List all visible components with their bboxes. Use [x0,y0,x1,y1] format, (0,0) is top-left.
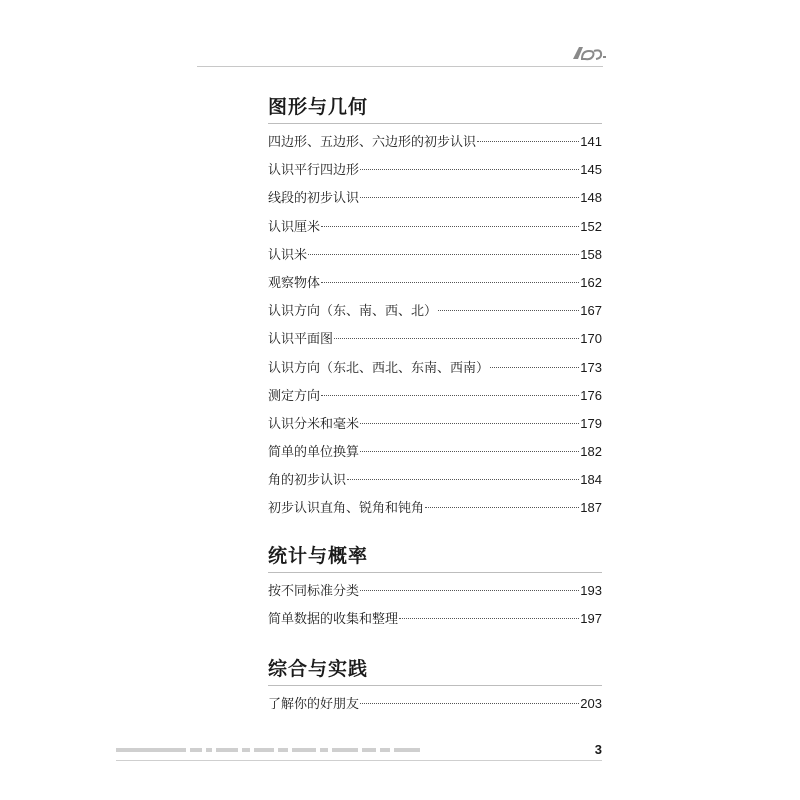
dot-leader [490,367,579,368]
toc-entry-title: 线段的初步认识 [268,191,360,207]
toc-entry-page: 152 [580,218,602,234]
dot-leader [360,169,579,170]
toc-entry-page: 176 [580,387,602,403]
toc-entry-title: 认识平行四边形 [268,163,360,179]
toc-section-statistics [268,543,602,633]
toc-section-geometry [268,94,602,523]
toc-entry-page: 167 [580,303,602,319]
toc-entry-title: 简单的单位换算 [268,445,360,461]
dot-leader [334,338,579,339]
toc-entry-page: 145 [580,162,602,178]
toc-entry-page: 182 [580,444,602,460]
dot-leader [360,590,579,591]
toc-entry-page: 197 [580,611,602,627]
toc-entry-page: 184 [580,472,602,488]
dot-leader [321,282,579,283]
toc-entry-title: 角的初步认识 [268,473,347,489]
toc-entry[interactable] [268,184,602,212]
toc-entry-title: 四边形、五边形、六边形的初步认识 [268,135,477,150]
dot-leader [438,310,579,311]
toc-entry-page: 158 [580,246,602,262]
toc-entry-page: 141 [580,134,602,149]
toc-entry-title: 认识米 [268,247,308,263]
toc-entry[interactable] [268,354,602,382]
toc-entry[interactable] [268,438,602,466]
toc-entry[interactable] [268,382,602,410]
toc-entry[interactable] [268,128,602,156]
dot-leader [308,254,579,255]
toc-entry[interactable] [268,325,602,353]
toc-entry-title: 认识分米和毫米 [268,416,360,432]
section-title: 综合与实践 [268,658,369,680]
footer-decoration [116,748,420,752]
toc-entry-title: 按不同标准分类 [268,584,360,599]
toc-entry[interactable] [268,156,602,184]
toc-entry-page: 203 [580,696,602,711]
section-rule [268,123,602,124]
toc-entry-page: 170 [580,331,602,347]
toc-section-practice [268,656,602,718]
toc-entry-title: 了解你的好朋友 [268,697,360,712]
header-rule [197,66,603,67]
toc-list [268,128,602,523]
toc-entry[interactable] [268,410,602,438]
dot-leader [360,197,579,198]
toc-list [268,690,602,718]
page-number: 3 [594,742,602,757]
toc-entry-page: 179 [580,415,602,431]
toc-entry-title: 测定方向 [268,388,321,404]
section-title: 统计与概率 [268,545,369,567]
toc-entry[interactable] [268,269,602,297]
toc-entry-page: 193 [580,583,602,598]
dot-leader [360,451,579,452]
toc-entry-page: 162 [580,274,602,290]
toc-entry-title: 认识方向（东北、西北、东南、西南） [268,360,490,376]
dot-leader [360,423,579,424]
toc-entry[interactable] [268,466,602,494]
dot-leader [477,141,579,142]
toc-entry[interactable] [268,605,602,633]
section-rule [268,685,602,686]
dot-leader [321,226,579,227]
dot-leader [360,703,579,704]
toc-entry-page: 187 [580,500,602,516]
toc-entry-title: 简单数据的收集和整理 [268,612,399,628]
toc-entry-page: 148 [580,190,602,206]
toc-entry[interactable] [268,577,602,605]
toc-entry[interactable] [268,213,602,241]
toc-entry-title: 认识厘米 [268,219,321,235]
toc-entry-page: 173 [580,359,602,375]
toc-entry[interactable] [268,494,602,522]
footer-rule [116,760,602,761]
toc-entry-title: 认识平面图 [268,332,334,348]
publisher-logo-icon [569,42,609,64]
section-rule [268,572,602,573]
dot-leader [347,479,579,480]
toc-entry-title: 认识方向（东、南、西、北） [268,304,438,320]
toc-list [268,577,602,633]
toc-entry[interactable] [268,690,602,718]
toc-entry-title: 初步认识直角、锐角和钝角 [268,501,425,517]
dot-leader [321,395,579,396]
dot-leader [399,618,579,619]
toc-entry[interactable] [268,297,602,325]
toc-entry[interactable] [268,241,602,269]
dot-leader [425,507,579,508]
section-title: 图形与几何 [268,96,369,118]
toc-entry-title: 观察物体 [268,275,321,291]
